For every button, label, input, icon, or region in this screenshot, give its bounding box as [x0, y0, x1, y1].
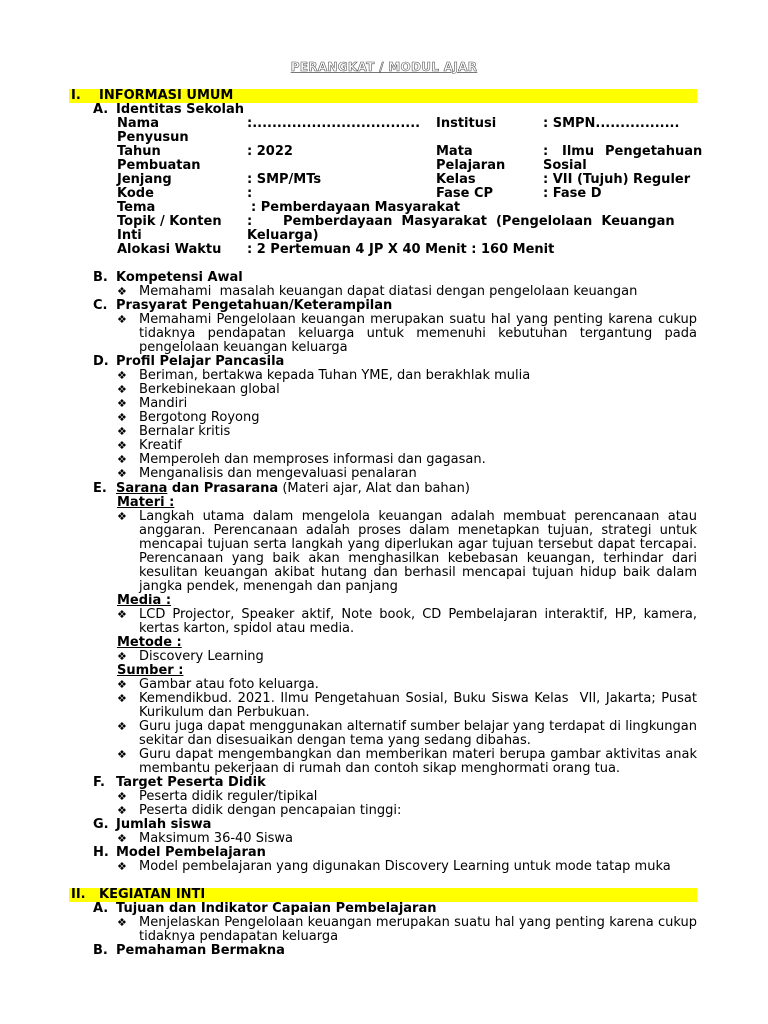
kelas-label: Kelas: [436, 172, 476, 187]
materi-label: Materi :: [117, 495, 175, 510]
mata-value-ilmu: Ilmu: [562, 144, 595, 159]
list-item: ❖ Guru juga dapat menggunakan alternatif sumber belajar yang terdapat di lingkungan sekitar dan disesuaikan dengan tema yang sedang dibahas.: [117, 719, 697, 748]
subsection-b-heading: B. Kompetensi Awal: [93, 270, 243, 285]
bullet-icon: ❖: [117, 860, 127, 873]
inti-label: Inti: [117, 228, 142, 243]
bullet-icon: ❖: [117, 369, 127, 382]
bullet-icon: ❖: [117, 804, 127, 817]
section-2-number: II.: [71, 887, 86, 902]
subsection-a-heading: A. Identitas Sekolah: [93, 102, 245, 117]
institusi-label: Institusi: [436, 116, 497, 131]
nama-label: Nama: [117, 116, 159, 131]
list-item: ❖ Mandiri: [117, 396, 188, 411]
kode-value: :: [247, 186, 253, 201]
mata-label: Mata: [436, 144, 473, 159]
list-item: ❖ Memperoleh dan memproses informasi dan gagasan.: [117, 452, 486, 467]
section-2-header: [69, 888, 697, 902]
fase-value: : Fase D: [543, 186, 602, 201]
bullet-icon: ❖: [117, 832, 127, 845]
section-2-subsection-a-heading: A. Tujuan dan Indikator Capaian Pembelajaran: [93, 901, 437, 916]
bullet-icon: ❖: [117, 790, 127, 803]
tahun-label: Tahun: [117, 144, 161, 159]
list-item: ❖ Menjelaskan Pengelolaan keuangan merupakan suatu hal yang penting karena cukup tidaknya pendapatan keluarga: [117, 915, 697, 944]
list-item: ❖ Discovery Learning: [117, 649, 264, 664]
topik-label: Topik / Konten: [117, 214, 222, 229]
subsection-d-heading: D. Profil Pelajar Pancasila: [93, 354, 285, 369]
metode-label: Metode :: [117, 635, 182, 650]
bullet-icon: ❖: [117, 313, 127, 326]
bullet-icon: ❖: [117, 510, 127, 523]
list-item: ❖ Bernalar kritis: [117, 424, 231, 439]
mata-value-sosial: Sosial: [543, 158, 587, 173]
bullet-icon: ❖: [117, 425, 127, 438]
list-item: ❖ Peserta didik reguler/tipikal: [117, 789, 318, 804]
section-1-header: [69, 89, 697, 103]
list-item: ❖ Menganalisis dan mengevaluasi penalaran: [117, 466, 417, 481]
pelajaran-label: Pelajaran: [436, 158, 506, 173]
list-item: ❖ Gambar atau foto keluarga.: [117, 677, 319, 692]
jenjang-value: : SMP/MTs: [247, 172, 322, 187]
tema-value: : Pemberdayaan Masyarakat: [251, 200, 461, 215]
alokasi-label: Alokasi Waktu: [117, 242, 222, 257]
bullet-icon: ❖: [117, 453, 127, 466]
sumber-label: Sumber :: [117, 663, 184, 678]
subsection-h-heading: H. Model Pembelajaran: [93, 845, 266, 860]
bullet-icon: ❖: [117, 439, 127, 452]
list-item: ❖ Memahami Pengelolaan keuangan merupakan suatu hal yang penting karena cukup tidaknya pendapatan keluarga untuk memenuhi kebutuhan tergantung pada pengelolaan keuangan keluarga: [117, 312, 697, 355]
bullet-icon: ❖: [117, 467, 127, 480]
kelas-value: : VII (Tujuh) Reguler: [543, 172, 691, 187]
bullet-icon: ❖: [117, 720, 127, 733]
topik-value-2: Keluarga): [247, 228, 319, 243]
bullet-icon: ❖: [117, 285, 127, 298]
bullet-icon: ❖: [117, 692, 127, 705]
bullet-icon: ❖: [117, 678, 127, 691]
list-item: ❖ Model pembelajaran yang digunakan Discovery Learning untuk mode tatap muka: [117, 859, 671, 874]
bullet-icon: ❖: [117, 608, 127, 621]
subsection-f-heading: F. Target Peserta Didik: [93, 775, 266, 790]
section-2-label: KEGIATAN INTI: [99, 887, 206, 902]
bullet-icon: ❖: [117, 650, 127, 663]
list-item: ❖ Kreatif: [117, 438, 182, 453]
subsection-e-heading: E. Sarana dan Prasarana (Materi ajar, Alat dan bahan): [93, 481, 470, 496]
topik-colon: :: [247, 214, 253, 229]
list-item: ❖ Guru dapat mengembangkan dan memberikan materi berupa gambar aktivitas anak membantu pekerjaan di rumah dan contoh sikap menghormati orang tua.: [117, 747, 697, 776]
subsection-g-heading: G. Jumlah siswa: [93, 817, 212, 832]
list-item: ❖ LCD Projector, Speaker aktif, Note book, CD Pembelajaran interaktif, HP, kamera, kertas karton, spidol atau media.: [117, 607, 697, 636]
bullet-icon: ❖: [117, 411, 127, 424]
section-2-subsection-b-heading: B. Pemahaman Bermakna: [93, 943, 285, 958]
pembuatan-label: Pembuatan: [117, 158, 201, 173]
section-1-number: I.: [71, 88, 81, 103]
tema-label: Tema: [117, 200, 156, 215]
bullet-icon: ❖: [117, 397, 127, 410]
fase-label: Fase CP: [436, 186, 494, 201]
mata-value-pengetahuan: Pengetahuan: [605, 144, 703, 159]
subsection-c-heading: C. Prasyarat Pengetahuan/Keterampilan: [93, 298, 393, 313]
media-label: Media :: [117, 593, 172, 608]
tahun-value: : 2022: [247, 144, 293, 159]
list-item: ❖ Maksimum 36-40 Siswa: [117, 831, 293, 846]
document-title: PERANGKAT / MODUL AJAR: [290, 60, 478, 74]
nama-value: :..................................: [247, 116, 421, 131]
list-item: ❖ Bergotong Royong: [117, 410, 260, 425]
list-item: ❖ Beriman, bertakwa kepada Tuhan YME, dan berakhlak mulia: [117, 368, 531, 383]
penyusun-label: Penyusun: [117, 130, 189, 145]
kode-label: Kode: [117, 186, 154, 201]
section-1-label: INFORMASI UMUM: [99, 88, 234, 103]
institusi-value: : SMPN.................: [543, 116, 680, 131]
list-item: ❖ Berkebinekaan global: [117, 382, 280, 397]
jenjang-label: Jenjang: [117, 172, 172, 187]
list-item: ❖ Langkah utama dalam mengelola keuangan adalah membuat perencanaan atau anggaran. Perencanaan adalah proses dalam menetapkan tujuan, strategi untuk mencapai tujuan serta langkah yang diperlukan agar tujuan tersebut dapat tercapai. Perencanaan yang baik akan menghasilkan kebebasan keuangan, terhindar dari kesulitan keuangan akibat hutang dan berhasil mencapai tujuan hidup baik dalam jangka pendek, menengah dan panjang: [117, 509, 697, 594]
mata-value-colon: :: [543, 144, 549, 159]
topik-value: Pemberdayaan Masyarakat (Pengelolaan Keuangan: [283, 214, 675, 229]
list-item: ❖ Peserta didik dengan pencapaian tinggi:: [117, 803, 402, 818]
bullet-icon: ❖: [117, 748, 127, 761]
alokasi-value: : 2 Pertemuan 4 JP X 40 Menit : 160 Menit: [247, 242, 555, 257]
bullet-icon: ❖: [117, 916, 127, 929]
bullet-icon: ❖: [117, 383, 127, 396]
list-item: ❖ Kemendikbud. 2021. Ilmu Pengetahuan Sosial, Buku Siswa Kelas VII, Jakarta; Pusat Kurikulum dan Perbukuan.: [117, 691, 702, 720]
list-item: ❖ Memahami masalah keuangan dapat diatasi dengan pengelolaan keuangan: [117, 284, 638, 299]
